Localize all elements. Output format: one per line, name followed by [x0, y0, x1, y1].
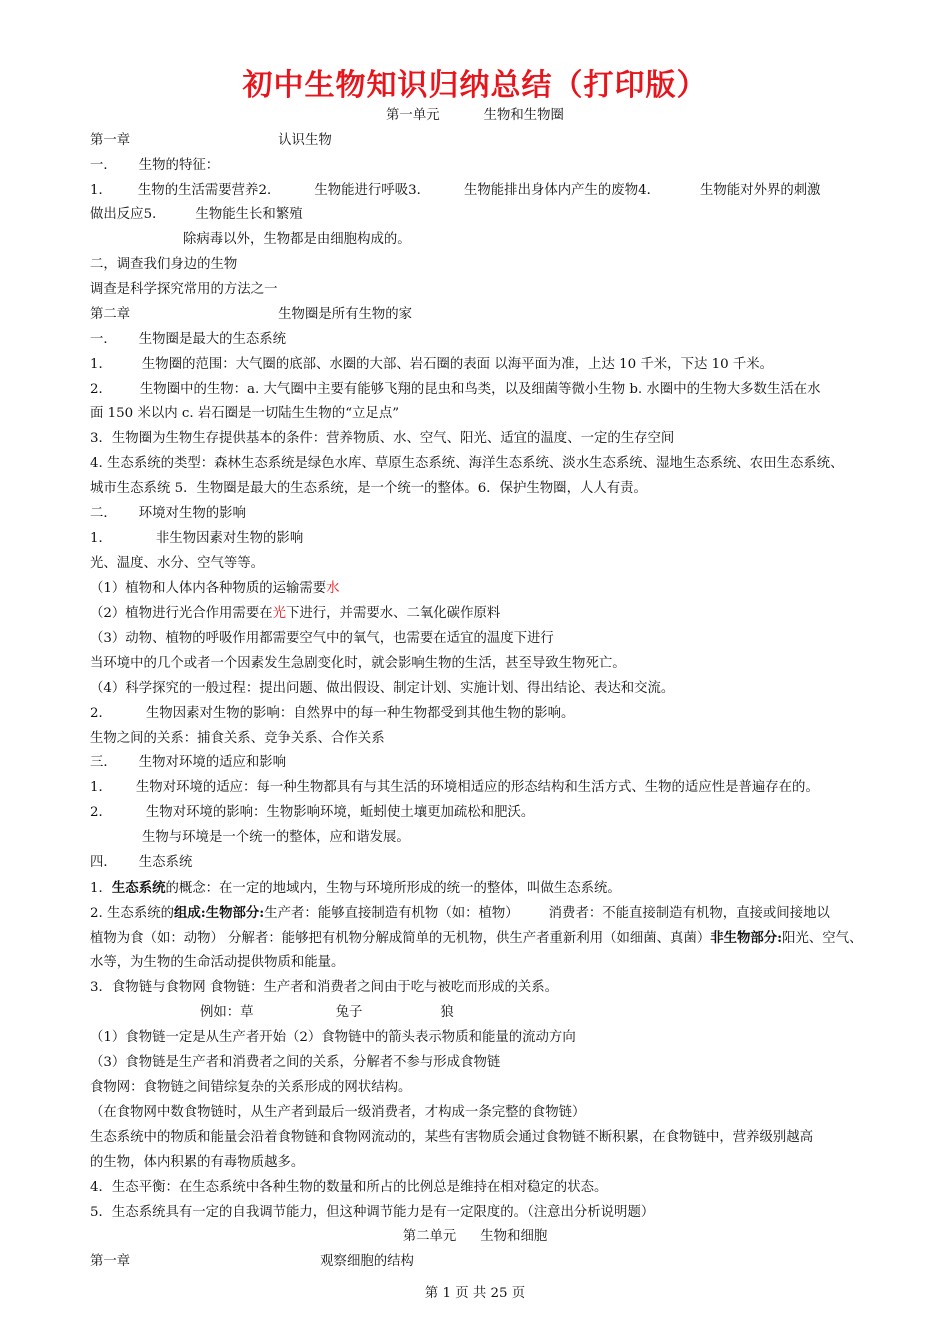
paragraph: 当环境中的几个或者一个因素发生急剧变化时，就会影响生物的生活，甚至导致生物死亡。 [90, 656, 626, 671]
paragraph: 1． 非生物因素对生物的影响 [90, 531, 304, 546]
paragraph: 做出反应5． 生物能生长和繁殖 [90, 207, 303, 222]
paragraph: 的生物，体内积累的有毒物质越多。 [90, 1155, 305, 1170]
section-heading: 二． 环境对生物的影响 [90, 506, 246, 521]
paragraph: 植物为食（如：动物） 分解者：能够把有机物分解成简单的无机物，供生产者重新利用（如细菌、真菌）非生物部分:阳光、空气、 [90, 930, 863, 946]
paragraph: 食物网：食物链之间错综复杂的关系形成的网状结构。 [90, 1080, 412, 1095]
page-footer: 第 1 页 共 25 页 [424, 1286, 526, 1301]
paragraph: 4．生态平衡：在生态系统中各种生物的数量和所占的比例总是维持在相对稳定的状态。 [90, 1180, 608, 1195]
paragraph: 3．生物圈为生物生存提供基本的条件：营养物质、水、空气、阳光、适宜的温度、一定的生存空间 [90, 431, 675, 446]
unit-heading: 第二单元 生物和细胞 [402, 1229, 548, 1244]
list-item: （3）动物、植物的呼吸作用都需要空气中的氧气，也需要在适宜的温度下进行 [90, 631, 554, 646]
section-heading: 四． 生态系统 [90, 855, 193, 870]
paragraph: 生态系统中的物质和能量会沿着食物链和食物网流动的，某些有害物质会通过食物链不断积累，在食物链中，营养级别越高 [90, 1130, 814, 1145]
section-heading: 一． 生物圈是最大的生态系统 [90, 332, 287, 347]
note: 除病毒以外，生物都是由细胞构成的。 [183, 232, 411, 247]
paragraph: 4. 生态系统的类型：森林生态系统是绿色水库、草原生态系统、海洋生态系统、淡水生态系统、湿地生态系统、农田生态系统、 [90, 456, 844, 471]
note: 生物与环境是一个统一的整体，应和谐发展。 [142, 830, 410, 845]
chapter-heading: 第一章 认识生物 [90, 133, 332, 148]
list-item: （2）植物进行光合作用需要在光下进行，并需要水、二氧化碳作原料 [90, 606, 501, 621]
paragraph: 生物之间的关系：捕食关系、竞争关系、合作关系 [90, 731, 385, 746]
section-heading: 二，调查我们身边的生物 [90, 257, 238, 272]
paragraph: （在食物网中数食物链时，从生产者到最后一级消费者，才构成一条完整的食物链） [90, 1105, 586, 1120]
section-heading: 一． 生物的特征： [90, 158, 220, 173]
chapter-heading: 第二章 生物圈是所有生物的家 [90, 307, 413, 322]
paragraph: 1． 生物对环境的适应：每一种生物都具有与其生活的环境相适应的形态结构和生活方式、生物的适应性是普遍存在的。 [90, 780, 819, 795]
paragraph: 1． 生物的生活需要营养2． 生物能进行呼吸3． 生物能排出身体内产生的废物4． 生物能对外界的刺激 [90, 183, 821, 198]
list-item: （4）科学探究的一般过程：提出问题、做出假设、制定计划、实施计划、得出结论、表达和交流。 [90, 681, 675, 696]
paragraph: 调查是科学探究常用的方法之一 [90, 282, 278, 297]
paragraph: 5．生态系统具有一定的自我调节能力，但这种调节能力是有一定限度的。（注意出分析说明题） [90, 1205, 655, 1220]
section-heading: 三． 生物对环境的适应和影响 [90, 755, 287, 770]
paragraph: 1．生态系统的概念：在一定的地域内，生物与环境所形成的统一的整体，叫做生态系统。 [90, 880, 621, 896]
unit-heading: 第一单元 生物和生物圈 [386, 108, 564, 123]
paragraph: 2. 生态系统的组成:生物部分:生产者：能够直接制造有机物（如：植物） 消费者：不能直接制造有机物，直接或间接地以 [90, 905, 830, 921]
chapter-heading: 第一章 观察细胞的结构 [90, 1254, 414, 1269]
paragraph: 1． 生物圈的范围：大气圈的底部、水圈的大部、岩石圈的表面 以海平面为准，上达 10 千米，下达 10 千米。 [90, 357, 774, 372]
paragraph: 光、温度、水分、空气等等。 [90, 556, 265, 571]
list-item: （1）植物和人体内各种物质的运输需要水 [90, 581, 340, 596]
document-title: 初中生物知识归纳总结（打印版） [242, 68, 708, 103]
paragraph: 3．食物链与食物网 食物链：生产者和消费者之间由于吃与被吃而形成的关系。 [90, 980, 559, 995]
food-chain-example: 例如：草 兔子 狼 [200, 1005, 454, 1020]
paragraph: 面 150 米以内 c. 岩石圈是一切陆生生物的“立足点” [90, 406, 400, 421]
paragraph: 水等，为生物的生命活动提供物质和能量。 [90, 955, 345, 970]
paragraph: 2． 生物因素对生物的影响：自然界中的每一种生物都受到其他生物的影响。 [90, 706, 575, 721]
paragraph: 城市生态系统 5．生物圈是最大的生态系统，是一个统一的整体。6．保护生物圈，人人有责。 [90, 481, 647, 496]
list-item: （1）食物链一定是从生产者开始（2）食物链中的箭头表示物质和能量的流动方向 [90, 1030, 576, 1045]
paragraph: 2． 生物圈中的生物：a. 大气圈中主要有能够飞翔的昆虫和鸟类，以及细菌等微小生物 b. 水圈中的生物大多数生活在水 [90, 382, 821, 397]
paragraph: 2． 生物对环境的影响：生物影响环境，蚯蚓使土壤更加疏松和肥沃。 [90, 805, 535, 820]
list-item: （3）食物链是生产者和消费者之间的关系，分解者不参与形成食物链 [90, 1055, 501, 1070]
